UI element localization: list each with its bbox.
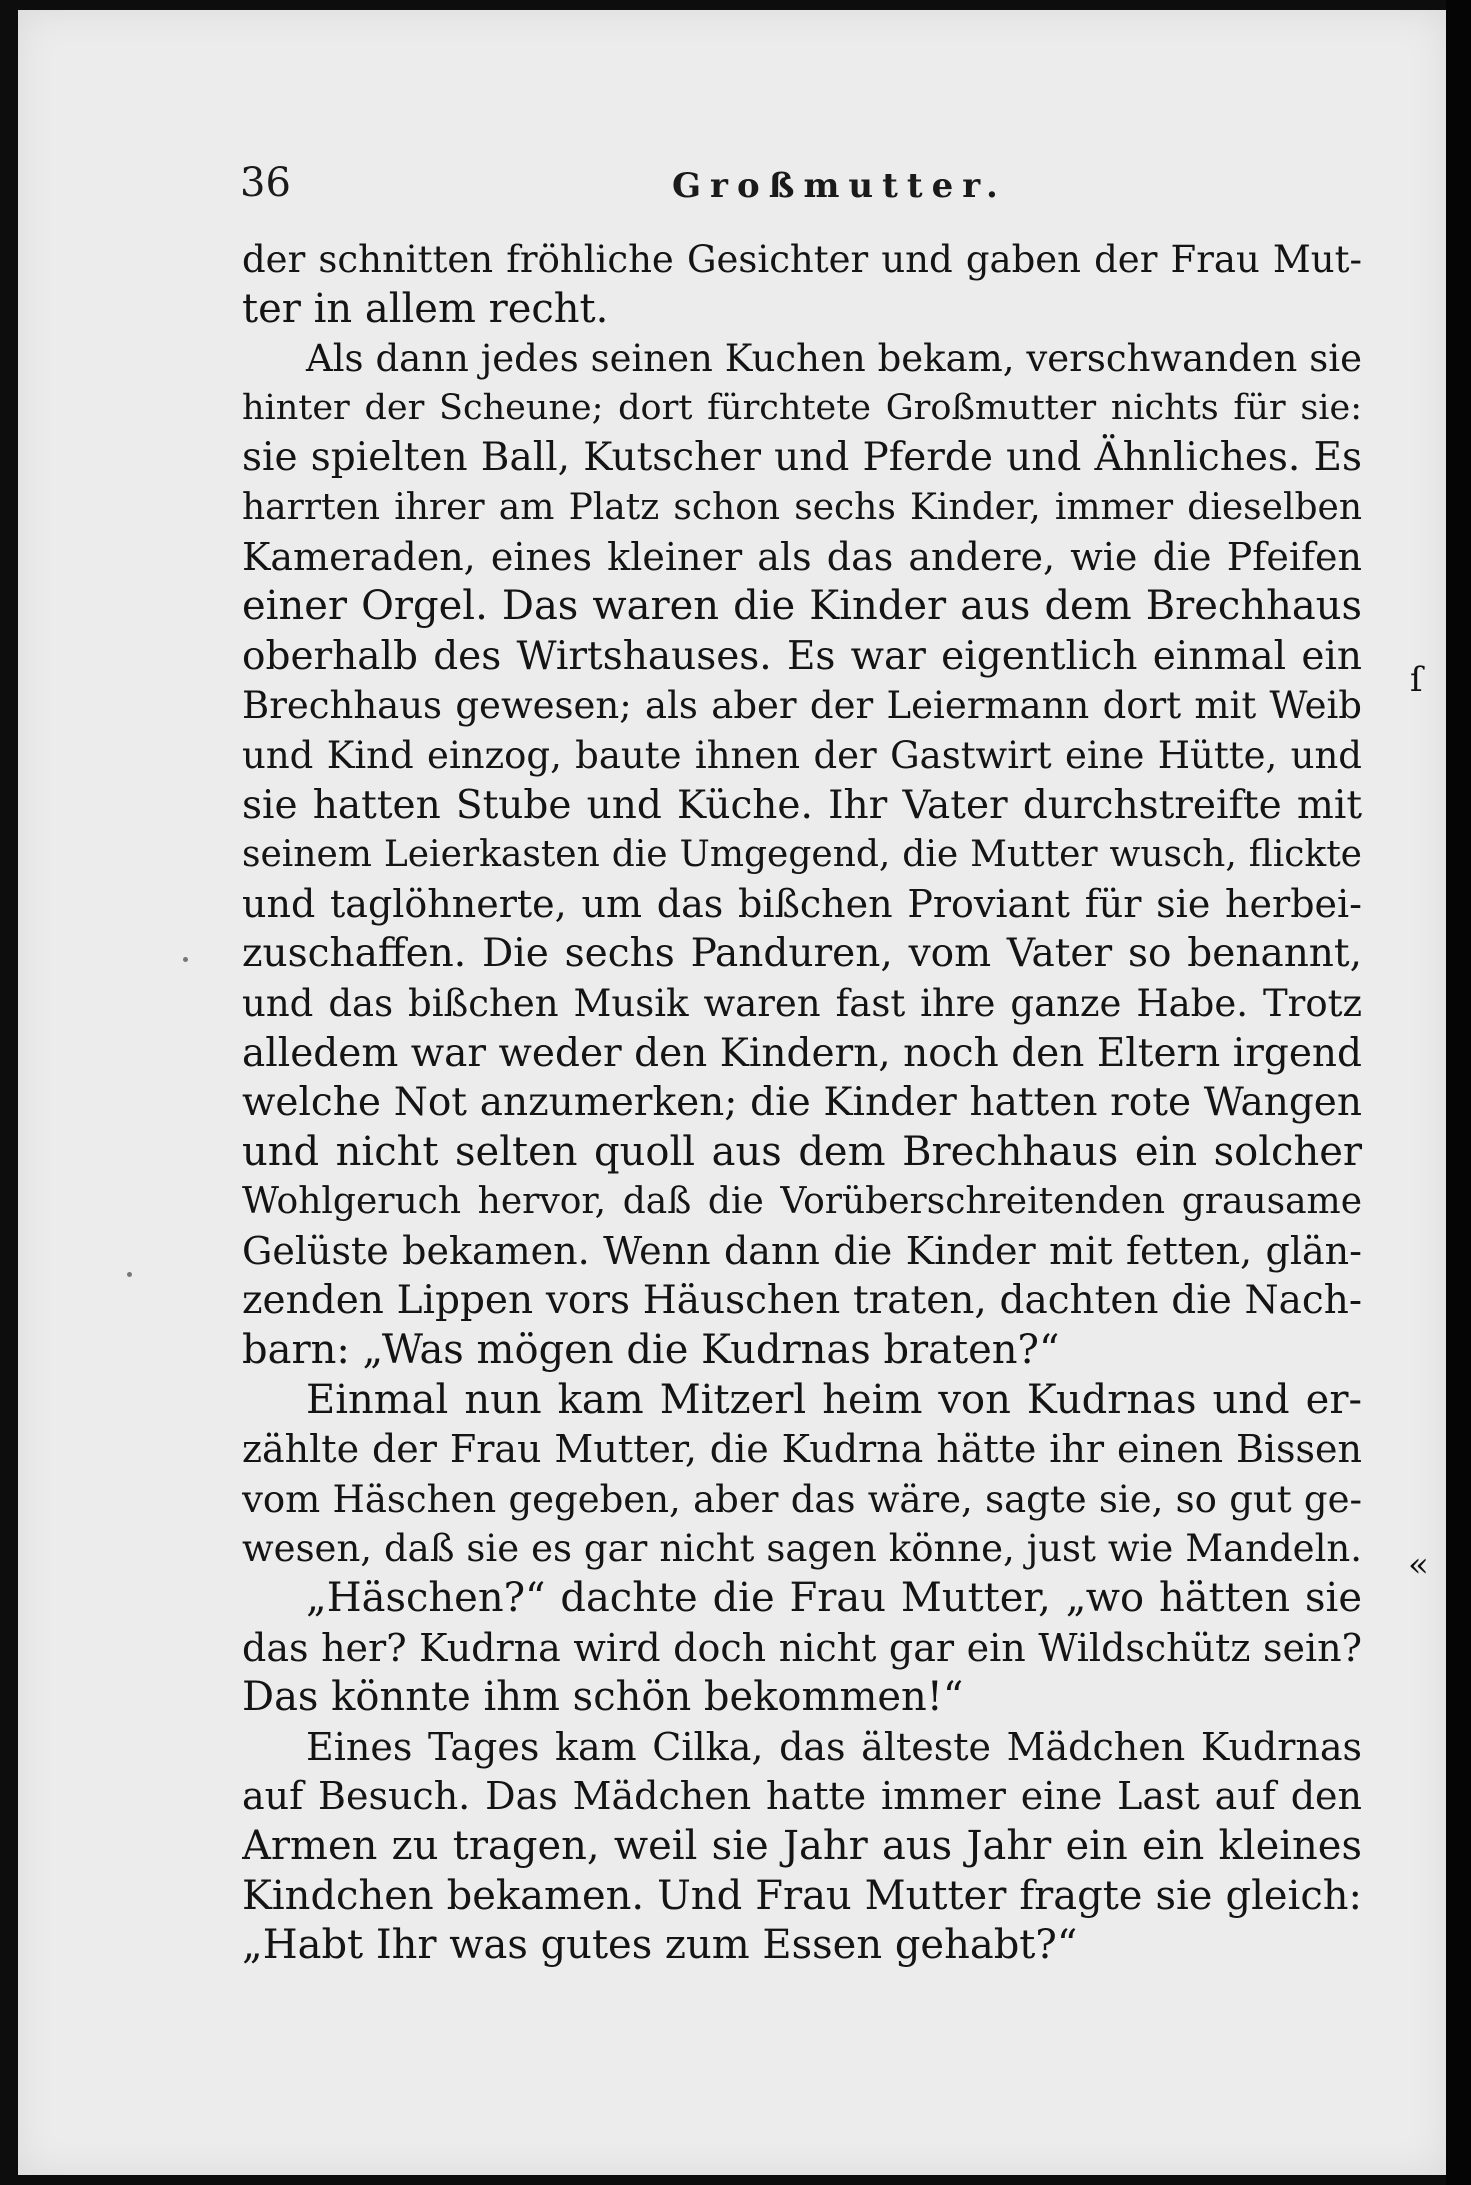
body-text: [242, 235, 1362, 1971]
text-line: sie spielten Ball, Kutscher und Pferde und Ähnliches. Es: [242, 435, 1362, 481]
text-line: seinem Leierkasten die Umgegend, die Mutter wusch, flickte: [242, 834, 1362, 876]
text-line: und Kind einzog, baute ihnen der Gastwirt eine Hütte, und: [242, 733, 1362, 777]
text-line: harrten ihrer am Platz schon sechs Kinder, immer dieselben: [242, 486, 1362, 528]
text-line: hinter der Scheune; dort fürchtete Großmutter nichts für sie:: [242, 387, 1362, 428]
text-line: Als dann jedes seinen Kuchen bekam, verschwanden sie: [306, 337, 1362, 381]
text-line: Einmal nun kam Mitzerl heim von Kudrnas und er-: [306, 1376, 1362, 1423]
page-header: [222, 160, 1362, 220]
text-line: zuschaffen. Die sechs Panduren, vom Vater so benannt,: [242, 931, 1362, 977]
running-title: Großmutter.: [672, 166, 1007, 206]
text-line: und nicht selten quoll aus dem Brechhaus ein solcher: [242, 1128, 1362, 1175]
text-line: Kindchen bekamen. Und Frau Mutter fragte sie gleich:: [242, 1872, 1362, 1919]
text-line: Gelüste bekamen. Wenn dann die Kinder mit fetten, glän-: [242, 1228, 1362, 1273]
text-line: vom Häschen gegeben, aber das wäre, sagte sie, so gut ge-: [242, 1477, 1362, 1521]
text-line: welche Not anzumerken; die Kinder hatten rote Wangen: [242, 1080, 1362, 1126]
text-line: auf Besuch. Das Mädchen hatte immer eine Last auf den: [242, 1774, 1362, 1819]
text-line: „Häschen?“ dachte die Frau Mutter, „wo hätten sie: [306, 1575, 1362, 1622]
text-line: Armen zu tragen, weil sie Jahr aus Jahr ein ein kleines: [242, 1823, 1362, 1869]
text-line: ter in allem recht.: [242, 285, 609, 332]
paper-speck: [127, 1272, 132, 1277]
text-line: Brechhaus gewesen; als aber der Leiermann dort mit Weib: [242, 684, 1362, 728]
text-line: Kameraden, eines kleiner als das andere, wie die Pfeifen: [242, 534, 1362, 579]
text-line: wesen, daß sie es gar nicht sagen könne, just wie Mandeln.: [242, 1527, 1362, 1571]
text-line: das her? Kudrna wird doch nicht gar ein Wildschütz sein?: [242, 1625, 1362, 1670]
text-line: Das könnte ihm schön bekommen!“: [242, 1674, 964, 1721]
text-line: alledem war weder den Kindern, noch den Eltern irgend: [242, 1030, 1362, 1076]
text-line: oberhalb des Wirtshauses. Es war eigentlich einmal ein: [242, 633, 1362, 679]
scan-edge: [1446, 0, 1471, 2185]
text-line: der schnitten fröhliche Gesichter und gaben der Frau Mut-: [242, 238, 1362, 281]
text-line: zenden Lippen vors Häuschen traten, dachten die Nach-: [242, 1278, 1362, 1324]
text-line: Wohlgeruch hervor, daß die Vorüberschreitenden grausame: [242, 1181, 1362, 1223]
text-line: „Habt Ihr was gutes zum Essen gehabt?“: [242, 1922, 1078, 1969]
text-line: einer Orgel. Das waren die Kinder aus dem Brechhaus: [242, 583, 1362, 630]
paper-speck: [183, 957, 188, 962]
text-line: barn: „Was mögen die Kudrnas braten?“: [242, 1327, 1060, 1374]
text-line: Eines Tages kam Cilka, das älteste Mädchen Kudrnas: [306, 1724, 1362, 1769]
text-line: und taglöhnerte, um das bißchen Proviant für sie herbei-: [242, 881, 1362, 926]
text-line: und das bißchen Musik waren fast ihre ganze Habe. Trotz: [242, 981, 1362, 1025]
page-number: 36: [240, 160, 291, 206]
text-line: zählte der Frau Mutter, die Kudrna hätte ihr einen Bissen: [242, 1427, 1362, 1472]
margin-mark-lower: «: [1408, 1545, 1429, 1585]
text-line: sie hatten Stube und Küche. Ihr Vater durchstreifte mit: [242, 782, 1362, 828]
margin-mark-upper: ſ: [1410, 660, 1423, 700]
